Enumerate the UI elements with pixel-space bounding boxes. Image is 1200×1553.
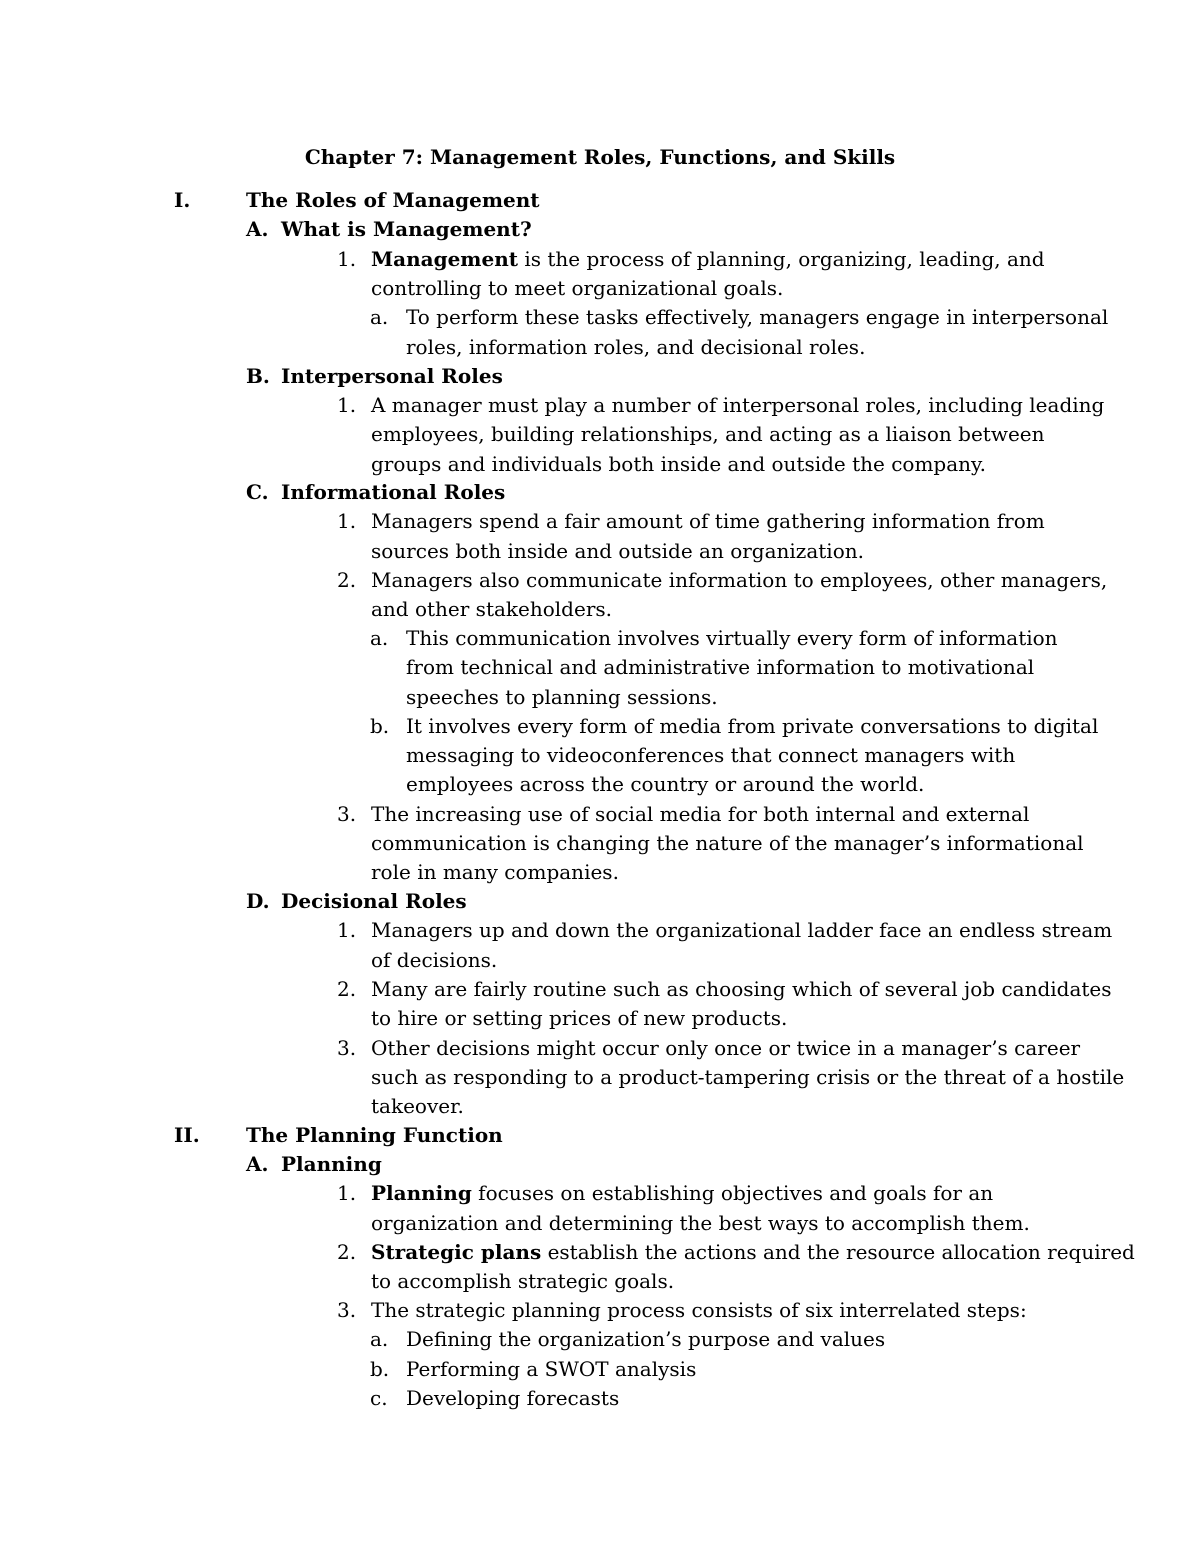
outline-text-body: This communication involves virtually every form of information — [406, 626, 1058, 650]
outline-label: 2. — [337, 977, 357, 1001]
outline-label: c. — [370, 1386, 388, 1410]
outline-text-body: Other decisions might occur only once or twice in a manager’s career — [371, 1036, 1081, 1060]
key-term: Planning — [371, 1181, 472, 1205]
outline-text — [371, 1179, 993, 1208]
outline-text — [406, 1325, 885, 1354]
outline-text-body: The increasing use of social media for both internal and external — [371, 802, 1030, 826]
outline-label: A. — [246, 1152, 269, 1176]
outline-text — [406, 303, 1108, 332]
outline-text — [371, 858, 619, 887]
outline-text — [371, 1004, 787, 1033]
outline-text-body: A manager must play a number of interpersonal roles, including leading — [371, 393, 1105, 417]
outline-text — [371, 537, 864, 566]
outline-label: 1. — [337, 247, 357, 271]
outline-label: 2. — [337, 568, 357, 592]
outline-label: II. — [174, 1123, 200, 1147]
section-heading — [246, 186, 540, 215]
chapter-title: Chapter 7: Management Roles, Functions, and Skills — [304, 145, 896, 169]
outline-label: a. — [370, 305, 389, 329]
outline-text — [371, 916, 1112, 945]
outline-label: 1. — [337, 393, 357, 417]
outline-label: 3. — [337, 802, 357, 826]
outline-label: 3. — [337, 1298, 357, 1322]
outline-text — [371, 245, 1045, 274]
outline-label: C. — [246, 480, 269, 504]
outline-text — [371, 507, 1045, 536]
outline-text — [371, 450, 986, 479]
outline-text — [406, 1355, 696, 1384]
outline-text-body: What is Management? — [281, 217, 532, 241]
outline-text — [406, 1384, 619, 1413]
outline-label: b. — [370, 714, 390, 738]
outline-text — [371, 1209, 1030, 1238]
subsection-heading — [281, 887, 467, 916]
outline-text-body: Performing a SWOT analysis — [406, 1357, 697, 1381]
outline-text-body: It involves every form of media from private conversations to digital — [406, 714, 1099, 738]
outline-label: A. — [246, 217, 269, 241]
outline-label: D. — [246, 889, 270, 913]
outline-text-body: of decisions. — [371, 948, 498, 972]
outline-text — [371, 800, 1029, 829]
outline-text — [371, 1267, 674, 1296]
outline-text-body: and other stakeholders. — [371, 597, 612, 621]
outline-text — [406, 653, 1034, 682]
subsection-heading — [281, 215, 532, 244]
outline-text-body: to hire or setting prices of new products. — [371, 1006, 788, 1030]
outline-text-body: groups and individuals both inside and outside the company. — [371, 452, 987, 476]
outline-text — [371, 946, 497, 975]
outline-text-body: such as responding to a product-tampering crisis or the threat of a hostile — [371, 1065, 1125, 1089]
outline-text-body: Decisional Roles — [281, 889, 467, 913]
outline-text-body: focuses on establishing objectives and goals for an — [471, 1181, 994, 1205]
outline-text-body: establish the actions and the resource allocation required — [541, 1240, 1135, 1264]
outline-text-body: organization and determining the best ways to accomplish them. — [371, 1211, 1030, 1235]
outline-text-body: Managers up and down the organizational ladder face an endless stream — [371, 918, 1113, 942]
outline-text — [371, 420, 1045, 449]
outline-label: 1. — [337, 509, 357, 533]
outline-label: 1. — [337, 1181, 357, 1205]
outline-text — [406, 333, 865, 362]
key-term: Management — [371, 247, 518, 271]
outline-text-body: speeches to planning sessions. — [406, 685, 718, 709]
subsection-heading — [281, 478, 505, 507]
outline-text-body: Developing forecasts — [406, 1386, 620, 1410]
outline-text-body: to accomplish strategic goals. — [371, 1269, 675, 1293]
outline-text-body: To perform these tasks effectively, managers engage in interpersonal — [406, 305, 1109, 329]
outline-text — [406, 712, 1098, 741]
outline-label: b. — [370, 1357, 390, 1381]
outline-text-body: Defining the organization’s purpose and values — [406, 1327, 886, 1351]
section-heading — [246, 1121, 503, 1150]
outline-text — [406, 624, 1058, 653]
subsection-heading — [281, 362, 503, 391]
outline-text-body: Planning — [281, 1152, 382, 1176]
outline-text — [371, 1092, 464, 1121]
outline-label: I. — [174, 188, 191, 212]
outline-label: a. — [370, 626, 389, 650]
outline-text-body: from technical and administrative information to motivational — [406, 655, 1035, 679]
outline-text — [371, 1238, 1135, 1267]
outline-label: 1. — [337, 918, 357, 942]
outline-text — [371, 829, 1084, 858]
outline-text — [371, 566, 1107, 595]
outline-text-body: The Roles of Management — [246, 188, 540, 212]
subsection-heading — [281, 1150, 382, 1179]
outline-label: a. — [370, 1327, 389, 1351]
outline-text-body: Managers also communicate information to employees, other managers, — [371, 568, 1108, 592]
outline-text-body: Informational Roles — [281, 480, 506, 504]
outline-text-body: sources both inside and outside an organization. — [371, 539, 864, 563]
outline-text-body: Interpersonal Roles — [281, 364, 503, 388]
outline-text-body: employees across the country or around the world. — [406, 772, 925, 796]
outline-text — [371, 1296, 1027, 1325]
outline-text — [371, 274, 783, 303]
outline-text-body: employees, building relationships, and acting as a liaison between — [371, 422, 1045, 446]
outline-text-body: The strategic planning process consists of six interrelated steps: — [371, 1298, 1027, 1322]
outline-text-body: Many are fairly routine such as choosing which of several job candidates — [371, 977, 1112, 1001]
outline-text — [371, 1063, 1124, 1092]
outline-text-body: role in many companies. — [371, 860, 619, 884]
outline-text-body: Managers spend a fair amount of time gathering information from — [371, 509, 1045, 533]
outline-label: B. — [246, 364, 270, 388]
outline-text — [406, 770, 924, 799]
outline-text-body: communication is changing the nature of the manager’s informational — [371, 831, 1084, 855]
key-term: Strategic plans — [371, 1240, 542, 1264]
outline-text-body: roles, information roles, and decisional roles. — [406, 335, 866, 359]
outline-label: 3. — [337, 1036, 357, 1060]
outline-label: 2. — [337, 1240, 357, 1264]
outline-text-body: takeover. — [371, 1094, 464, 1118]
outline-text — [371, 391, 1104, 420]
outline-text-body: messaging to videoconferences that connect managers with — [406, 743, 1016, 767]
outline-text — [406, 683, 718, 712]
outline-text-body: The Planning Function — [246, 1123, 503, 1147]
outline-text-body: controlling to meet organizational goals. — [371, 276, 784, 300]
outline-text — [406, 741, 1015, 770]
outline-text-body: is the process of planning, organizing, leading, and — [517, 247, 1045, 271]
outline-text — [371, 595, 612, 624]
outline-text — [371, 975, 1112, 1004]
outline-text — [371, 1034, 1080, 1063]
